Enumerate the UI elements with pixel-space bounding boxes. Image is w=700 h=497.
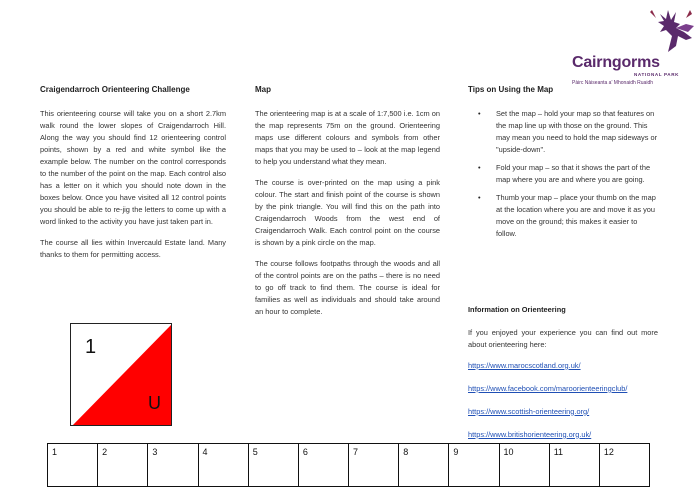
tip-item: • Set the map – hold your map so that features on the map line up with those on the ground. This may mean you need to hold the map sideways or "upside-down". — [482, 108, 658, 156]
answer-box[interactable] — [48, 444, 98, 486]
answer-box-number: 12 — [603, 447, 614, 457]
logo-name: Cairngorms — [572, 54, 660, 71]
challenge-paragraph: This orienteering course will take you on a short 2.7km walk round the lower slopes of Craigendarroch Hill. Along the way you should find 12 orienteering control points, shown by a red and white symbol like the example below. The number on the control corresponds to the number of the point on the map. Each control also has a letter on it which you should note down in the boxes below. Once you have visited all 12 control points you should be able to re-jig the letters to come up with a word linked to the activity you have just taken part in. — [40, 108, 226, 226]
link-maroc-scotland[interactable]: https://www.marocscotland.org.uk/ — [468, 360, 581, 370]
answer-box-number: 8 — [403, 447, 409, 457]
tips-title: Tips on Using the Map — [468, 85, 554, 94]
challenge-title: Craigendarroch Orienteering Challenge — [40, 85, 190, 94]
link-british-orienteering[interactable]: https://www.britishorienteering.org.uk/ — [468, 429, 592, 439]
answer-box[interactable] — [148, 444, 198, 486]
tip-item: • Thumb your map – place your thumb on the map at the location where you are and move it as you move on the ground; this makes it easier to follow. — [482, 192, 658, 240]
answer-box-number: 5 — [252, 447, 258, 457]
answer-box-number: 6 — [302, 447, 308, 457]
logo-subtitle: NATIONAL PARK — [634, 72, 680, 77]
answer-box[interactable] — [399, 444, 449, 486]
answer-boxes — [47, 443, 650, 487]
answer-box-number: 2 — [102, 447, 108, 457]
tip-item: • Fold your map – so that it shows the part of the map where you are and where you are going. — [482, 162, 658, 186]
map-title: Map — [255, 85, 271, 94]
answer-box[interactable] — [199, 444, 249, 486]
info-title: Information on Orienteering — [468, 304, 566, 314]
link-maroc-facebook[interactable]: https://www.facebook.com/maroorienteeringclub/ — [468, 383, 628, 393]
control-letter: U — [148, 393, 161, 413]
answer-box[interactable] — [500, 444, 550, 486]
deer-stag-icon — [646, 6, 696, 54]
answer-box-number: 4 — [202, 447, 208, 457]
answer-box[interactable] — [550, 444, 600, 486]
map-section — [255, 84, 440, 327]
answer-box[interactable] — [600, 444, 649, 486]
map-paragraph: The course follows footpaths through the woods and all of the control points are on the paths – there is no need to go off track to find them. The course is ideal for families as well as individuals and should take around an hour to complete. — [255, 258, 440, 316]
control-number: 1 — [85, 336, 97, 358]
answer-box[interactable] — [449, 444, 499, 486]
logo-gaelic-name: Pàirc Nàiseanta a' Mhonaidh Ruaidh — [572, 80, 654, 86]
answer-box[interactable] — [249, 444, 299, 486]
answer-box-number: 9 — [453, 447, 459, 457]
answer-box-number: 1 — [52, 447, 58, 457]
challenge-section — [40, 84, 226, 270]
answer-box[interactable] — [349, 444, 399, 486]
answer-box[interactable] — [299, 444, 349, 486]
answer-box-number: 7 — [353, 447, 359, 457]
tips-list — [468, 108, 658, 240]
challenge-paragraph: The course all lies within Invercauld Estate land. Many thanks to them for permitting access. — [40, 237, 226, 259]
answer-box-number: 3 — [152, 447, 158, 457]
cairngorms-logo — [572, 6, 697, 86]
answer-box-number: 10 — [503, 447, 514, 457]
control-point-example — [70, 323, 172, 426]
link-scottish-orienteering[interactable]: https://www.scottish-orienteering.org/ — [468, 406, 590, 416]
map-paragraph: The course is over-printed on the map using a pink colour. The start and finish point of the course is shown by the pink triangle. You will find this on the path into Craigendarroch Woods from the west end of Craigendarroch Walk. Each control point on the course is shown by a pink circle on the map. — [255, 177, 440, 247]
tips-section — [468, 84, 658, 452]
answer-box[interactable] — [98, 444, 148, 486]
answer-box-number: 11 — [553, 447, 564, 457]
info-intro: If you enjoyed your experience you can find out more about orienteering here: — [468, 327, 658, 349]
map-paragraph: The orienteering map is at a scale of 1:7,500 i.e. 1cm on the map represents 75m on the ground. Orienteering maps use different colours and symbols from other maps that you may be used to – look at the map legend to help you understand what they mean. — [255, 108, 440, 166]
